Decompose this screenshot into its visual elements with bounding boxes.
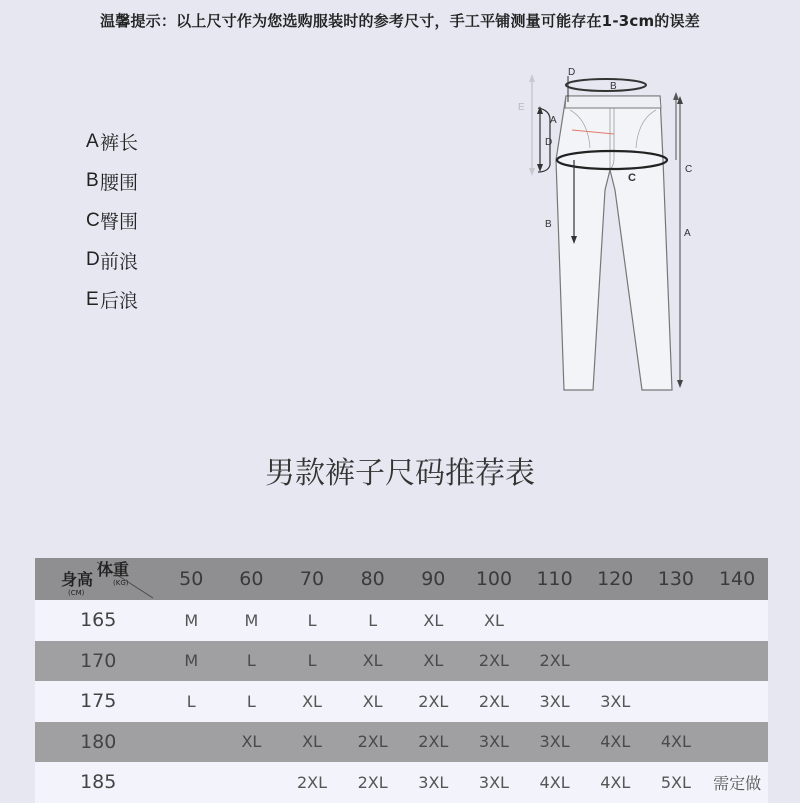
size-cell: 3XL [478, 732, 509, 752]
height-header: 身高 [61, 570, 94, 589]
legend-label: 后浪 [100, 290, 139, 313]
size-cell: L [307, 651, 317, 671]
weight-column-header: 90 [421, 568, 446, 590]
legend-item-front-rise [86, 241, 138, 281]
label-c-right: C [685, 164, 693, 175]
label-d-top: D [568, 67, 576, 78]
size-cell: 2XL [296, 772, 328, 792]
size-cell: 4XL [539, 772, 570, 792]
weight-unit: (KG) [113, 579, 129, 587]
label-a-length: A [684, 228, 691, 239]
size-cell [646, 681, 707, 722]
size-cell: XL [484, 610, 504, 630]
size-cell: 2XL [357, 732, 388, 752]
size-chart-title: 男款裤子尺码推荐表 [265, 456, 535, 491]
weight-column-header: 70 [299, 568, 325, 590]
size-cell [524, 600, 585, 641]
table-corner-cell [35, 558, 161, 600]
legend-item-back-rise [86, 280, 138, 320]
height-cell: 185 [80, 771, 117, 794]
size-cell [161, 762, 221, 803]
size-cell: L [307, 610, 317, 630]
size-cell: M [184, 651, 199, 671]
legend-label: 腰围 [100, 171, 139, 194]
weight-column-header: 80 [360, 568, 385, 590]
table-row [35, 641, 768, 682]
size-cell: L [246, 691, 256, 711]
measurement-notice: 温馨提示：以上尺寸作为您选购服装时的参考尺寸，手工平铺测量可能存在1-3cm的误差 [100, 12, 700, 30]
height-cell: 170 [80, 649, 117, 672]
size-cell: 2XL [418, 732, 449, 752]
size-cell: 3XL [600, 691, 631, 711]
size-cell [221, 762, 282, 803]
size-cell [585, 641, 646, 682]
size-cell: 2XL [539, 651, 570, 671]
size-cell: M [244, 610, 259, 630]
size-cell: XL [302, 691, 322, 711]
label-e-back-rise: E [518, 102, 525, 113]
pants-illustration [510, 60, 710, 400]
size-cell: L [368, 610, 378, 630]
legend-label: 臀围 [100, 211, 139, 234]
weight-header: 体重 [97, 560, 130, 579]
size-cell: 3XL [539, 732, 570, 752]
legend-letter: E [86, 288, 99, 310]
size-cell [585, 600, 646, 641]
size-cell: L [246, 651, 256, 671]
weight-column-header: 110 [536, 568, 573, 590]
label-b-inseam: B [545, 219, 552, 230]
legend-letter: D [86, 249, 100, 271]
size-cell: XL [362, 691, 383, 711]
legend-letter: A [86, 130, 99, 152]
label-b-waist: B [610, 81, 617, 92]
legend-item-waist [86, 162, 138, 202]
weight-column-header: 60 [239, 568, 264, 590]
weight-column-header: 100 [475, 568, 513, 590]
label-d-side: D [545, 137, 553, 148]
weight-column-header: 120 [597, 568, 634, 590]
measurement-legend [86, 122, 138, 320]
size-cell: XL [362, 651, 383, 671]
size-recommendation-table [35, 558, 768, 803]
size-cell: XL [423, 651, 444, 671]
table-row [35, 722, 768, 763]
size-cell: 2XL [357, 772, 388, 792]
height-cell: 165 [80, 609, 117, 632]
size-cell: 3XL [478, 772, 509, 792]
table-header-row [35, 558, 768, 600]
size-cell: 4XL [660, 732, 691, 752]
size-cell [706, 600, 768, 641]
size-cell: XL [423, 610, 444, 630]
table-row [35, 762, 768, 803]
height-cell: 175 [80, 690, 117, 713]
size-cell: 3XL [539, 691, 570, 711]
size-cell: 4XL [600, 772, 631, 792]
size-cell: 5XL [660, 772, 691, 792]
size-cell [646, 600, 707, 641]
height-cell: 180 [80, 730, 117, 753]
label-a-side: A [550, 115, 557, 126]
legend-letter: C [86, 209, 100, 231]
size-cell: XL [241, 732, 262, 752]
size-cell [706, 722, 768, 763]
pants-diagram [510, 60, 710, 400]
size-cell [706, 681, 768, 722]
size-cell: 2XL [478, 691, 509, 711]
size-cell [161, 722, 221, 763]
height-unit: (CM) [68, 589, 85, 597]
size-cell: 4XL [600, 732, 631, 752]
size-cell [706, 641, 768, 682]
legend-item-length [86, 122, 138, 162]
legend-label: 前浪 [100, 250, 139, 273]
size-cell: 需定做 [713, 773, 762, 793]
size-cell: 2XL [418, 691, 449, 711]
size-cell: 2XL [478, 651, 509, 671]
weight-column-header: 50 [179, 568, 204, 590]
size-cell: L [186, 691, 196, 711]
weight-column-header: 140 [718, 568, 756, 590]
legend-letter: B [86, 170, 99, 192]
label-c-hip: C [628, 172, 636, 184]
table-row [35, 681, 768, 722]
legend-item-hip [86, 201, 138, 241]
size-cell [646, 641, 707, 682]
legend-label: 裤长 [100, 132, 139, 155]
size-cell: XL [302, 732, 322, 752]
size-cell: 3XL [418, 772, 449, 792]
size-cell: M [184, 610, 199, 630]
table-row [35, 600, 768, 641]
weight-column-header: 130 [657, 568, 694, 590]
